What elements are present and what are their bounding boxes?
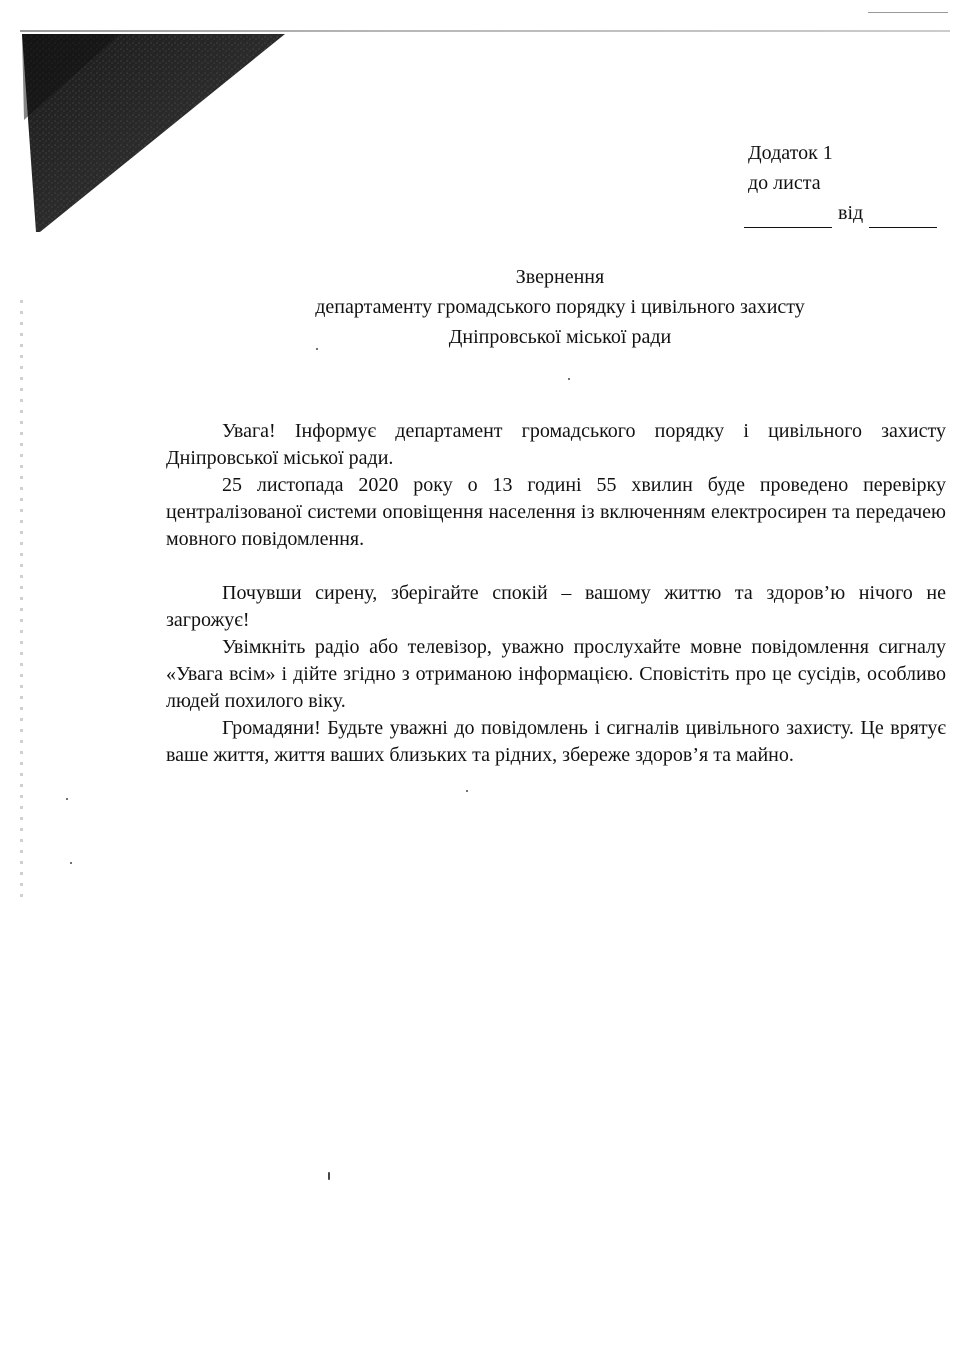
scan-speck	[70, 862, 72, 864]
body-paragraph: Увімкніть радіо або телевізор, уважно прослухайте мовне повідомлення сигналу «Увага всім» і дійте згідно з отриманою інформацією. Сповістіть про це сусідів, особливо людей похилого віку.	[166, 636, 946, 712]
heading-title: Звернення	[515, 266, 605, 288]
annex-title: Додаток 1	[748, 142, 833, 164]
scan-top-edge	[20, 30, 950, 32]
scan-speck	[66, 798, 68, 800]
annex-block	[748, 138, 941, 228]
letter-number-blank	[744, 205, 832, 228]
document-heading	[200, 262, 920, 352]
heading-department: департаменту громадського порядку і цивільного захисту	[315, 296, 805, 318]
annex-date-word: від	[838, 202, 864, 224]
annex-date-row	[744, 198, 937, 228]
body-paragraph: Увага! Інформує департамент громадського порядку і цивільного захисту Дніпровської міської ради.	[166, 420, 946, 469]
scan-shadow-corner	[0, 0, 300, 300]
annex-to-letter: до листа	[748, 172, 821, 194]
scan-left-edge	[20, 300, 23, 900]
scan-speck	[328, 1172, 330, 1180]
scan-mark	[868, 12, 948, 13]
body-paragraph: Почувши сирену, зберігайте спокій – вашому життю та здоров’ю нічого не загрожує!	[166, 582, 946, 631]
heading-council: Дніпровської міської ради	[448, 326, 672, 348]
scan-speck	[568, 378, 570, 380]
body-paragraph: 25 листопада 2020 року о 13 годині 55 хвилин буде проведено перевірку централізованої системи оповіщення населення із включенням електросирен та передачею мовного повідомлення.	[166, 474, 946, 550]
letter-date-blank	[869, 205, 937, 228]
document-body	[166, 418, 946, 769]
body-paragraph: Громадяни! Будьте уважні до повідомлень і сигналів цивільного захисту. Це врятує ваше життя, життя ваших близьких та рідних, збереже здоров’я та майно.	[166, 717, 946, 766]
scan-speck	[466, 790, 468, 792]
